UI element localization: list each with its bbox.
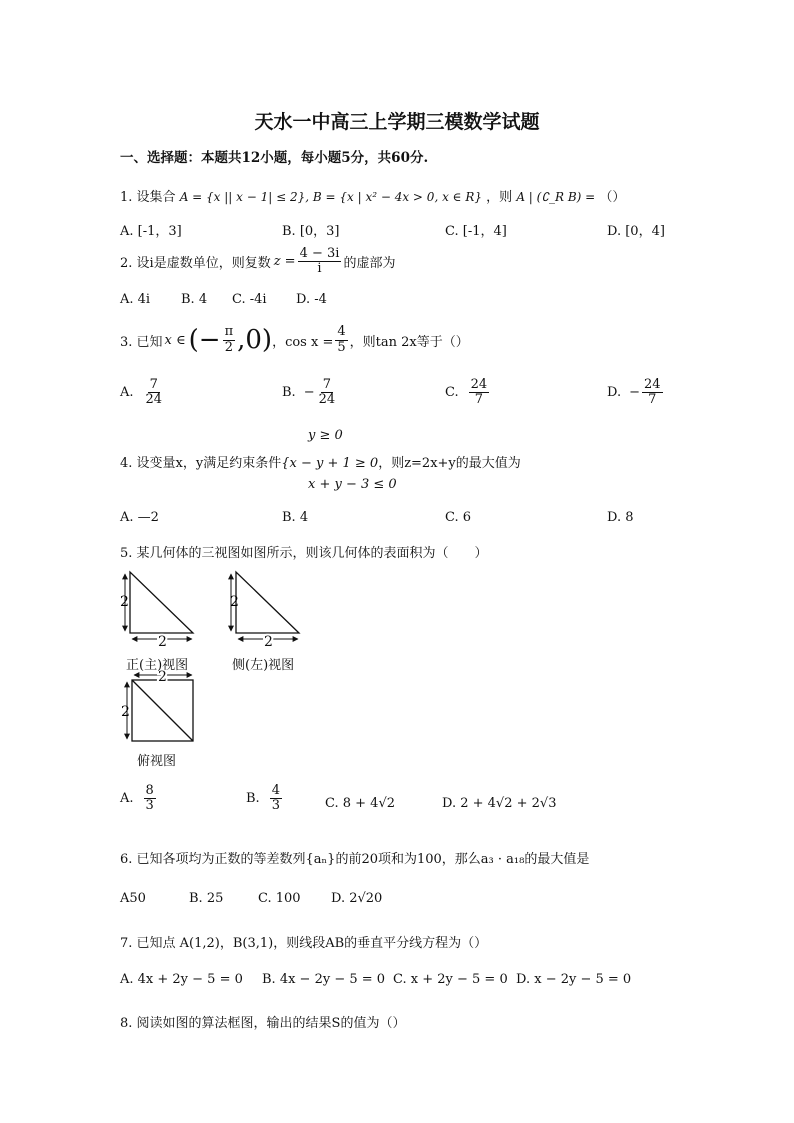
q1-expr: A | (∁_R B) = bbox=[516, 190, 596, 204]
q5-option-c: C. 8 + 4√2 bbox=[325, 796, 396, 811]
q6-option-b: B. 25 bbox=[189, 891, 224, 906]
q3-option-a-num: 7 bbox=[149, 377, 158, 392]
q1-option-b: B. [0，3] bbox=[282, 224, 340, 239]
q3-pi: π bbox=[224, 324, 234, 340]
side-view-caption: 侧(左)视图 bbox=[232, 658, 295, 673]
front-height-label: 2 bbox=[120, 594, 129, 610]
q3-interval-right: ,0) bbox=[237, 325, 273, 355]
question-6: 6. 已知各项均为正数的等差数列{aₙ}的前20项和为100，那么a₃ · a₁₈的最大值是 bbox=[120, 852, 590, 867]
q3-option-c-den: 7 bbox=[474, 392, 484, 408]
q4-prefix: 4. 设变量x，y满足约束条件 bbox=[120, 456, 282, 471]
top-height-label: 2 bbox=[121, 704, 130, 720]
q5-option-d: D. 2 + 4√2 + 2√3 bbox=[442, 796, 557, 811]
q3-two: 2 bbox=[224, 339, 233, 355]
q1-set-b: , B = {x | x² − 4x > 0, x ∈ R} bbox=[305, 190, 483, 204]
question-2 bbox=[120, 247, 395, 277]
page-title: 天水一中高三上学期三模数学试题 bbox=[254, 111, 540, 133]
q3-option-c bbox=[445, 378, 491, 408]
q5-option-b-label: B. bbox=[246, 791, 260, 807]
side-height-label: 2 bbox=[230, 594, 239, 610]
q1-option-a: A. [-1，3] bbox=[120, 224, 182, 239]
front-view-diagram bbox=[120, 572, 193, 650]
q2-fraction bbox=[298, 247, 342, 277]
q3-option-c-label: C. bbox=[445, 385, 459, 401]
q3-option-d bbox=[607, 378, 665, 408]
q4-constraint-2: {x − y + 1 ≥ 0 bbox=[281, 456, 379, 471]
q3-option-d-den: 7 bbox=[648, 392, 657, 408]
q3-cos-num: 4 bbox=[337, 324, 346, 340]
q3-x-in: x ∈ bbox=[164, 332, 186, 348]
q3-option-a bbox=[120, 378, 166, 408]
q3-option-b-num: 7 bbox=[322, 377, 331, 392]
q5-option-a-num: 8 bbox=[145, 783, 154, 798]
q7-option-a: A. 4x + 2y − 5 = 0 bbox=[120, 972, 243, 987]
q3-option-a-label: A. bbox=[120, 385, 134, 401]
top-view-diagram bbox=[121, 669, 193, 741]
q4-option-a: A. —2 bbox=[120, 510, 159, 525]
q2-suffix: 的虚部为 bbox=[343, 256, 396, 272]
q2-option-c: C. -4i bbox=[232, 292, 267, 307]
front-width-label: 2 bbox=[158, 634, 167, 650]
q6-option-c: C. 100 bbox=[258, 891, 301, 906]
top-view-caption: 俯视图 bbox=[137, 754, 177, 769]
q5-option-a bbox=[120, 784, 158, 814]
q3-option-b-den: 24 bbox=[318, 392, 336, 408]
side-view-diagram bbox=[230, 572, 299, 650]
q2-option-b: B. 4 bbox=[181, 292, 208, 307]
q6-option-d: D. 2√20 bbox=[331, 891, 383, 906]
section-heading: 一、选择题：本题共12小题，每小题5分，共60分. bbox=[120, 150, 429, 166]
question-4 bbox=[120, 452, 521, 471]
q5-option-b-den: 3 bbox=[271, 798, 280, 814]
q4-option-d: D. 8 bbox=[607, 510, 634, 525]
q1-paren: （） bbox=[599, 190, 626, 205]
q2-option-a: A. 4i bbox=[120, 292, 151, 307]
top-width-label: 2 bbox=[158, 669, 167, 685]
q2-denominator: i bbox=[317, 261, 322, 277]
q7-option-c: C. x + 2y − 5 = 0 bbox=[393, 972, 508, 987]
q7-option-d: D. x − 2y − 5 = 0 bbox=[516, 972, 632, 987]
q3-option-c-num: 24 bbox=[470, 377, 488, 392]
question-7: 7. 已知点 A(1,2)，B(3,1)，则线段AB的垂直平分线方程为（） bbox=[120, 936, 488, 951]
question-5: 5. 某几何体的三视图如图所示，则该几何体的表面积为（ ） bbox=[120, 546, 488, 561]
q5-option-a-den: 3 bbox=[145, 798, 154, 814]
q2-numerator: 4 − 3i bbox=[299, 246, 340, 261]
q5-option-a-label: A. bbox=[120, 791, 134, 807]
q3-option-b-label: B. bbox=[282, 385, 296, 401]
q4-constraint-3: x + y − 3 ≤ 0 bbox=[308, 477, 397, 492]
q1-option-c: C. [-1，4] bbox=[445, 224, 507, 239]
q3-option-b bbox=[282, 378, 339, 408]
q5-option-b bbox=[246, 784, 284, 814]
q2-z: z = bbox=[273, 254, 296, 270]
q7-option-b: B. 4x − 2y − 5 = 0 bbox=[262, 972, 386, 987]
q2-prefix: 2. 设i是虚数单位，则复数 bbox=[120, 256, 271, 272]
q4-option-b: B. 4 bbox=[282, 510, 309, 525]
q3-option-d-label: D. bbox=[607, 385, 622, 401]
q1-suffix: ，则 bbox=[486, 190, 513, 205]
question-1 bbox=[120, 186, 625, 205]
q3-interval-left: (− bbox=[188, 325, 221, 355]
q3-prefix: 3. 已知 bbox=[120, 334, 163, 350]
q3-option-d-sign: − bbox=[629, 385, 640, 401]
q6-option-a: A50 bbox=[120, 891, 146, 906]
q1-prefix: 1. 设集合 bbox=[120, 190, 176, 205]
q2-option-d: D. -4 bbox=[296, 292, 327, 307]
q1-set-a: A = {x || x − 1| ≤ 2} bbox=[179, 190, 306, 204]
q3-option-b-sign: − bbox=[303, 385, 315, 401]
q3-cos-fraction bbox=[335, 325, 347, 355]
q3-option-d-num: 24 bbox=[644, 377, 661, 392]
q4-suffix: ，则z=2x+y的最大值为 bbox=[378, 456, 521, 471]
q3-suffix: ，则tan 2x等于（） bbox=[349, 334, 469, 350]
q4-constraint-1: y ≥ 0 bbox=[308, 428, 343, 443]
question-8: 8. 阅读如图的算法框图，输出的结果S的值为（） bbox=[120, 1016, 406, 1031]
front-view-caption: 正(主)视图 bbox=[126, 658, 189, 673]
side-width-label: 2 bbox=[264, 634, 273, 650]
q1-option-d: D. [0，4] bbox=[607, 224, 665, 239]
q3-option-a-den: 24 bbox=[145, 392, 163, 408]
q3-cos-den: 5 bbox=[337, 339, 346, 355]
q3-cos: ，cos x = bbox=[272, 334, 334, 350]
q3-pi-over-2 bbox=[223, 325, 236, 355]
q5-option-b-num: 4 bbox=[271, 783, 280, 798]
question-3 bbox=[120, 325, 469, 355]
q4-option-c: C. 6 bbox=[445, 510, 472, 525]
